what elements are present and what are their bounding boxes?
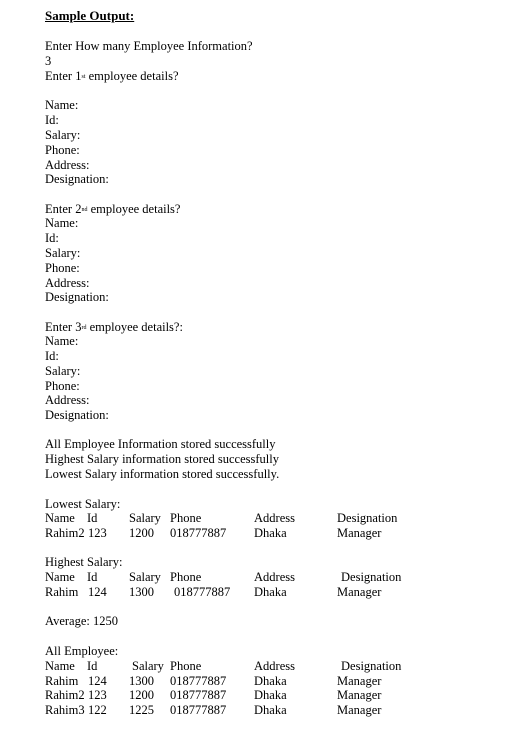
entry-2-id-label: Id: bbox=[45, 231, 59, 245]
entry-3-address-label: Address: bbox=[45, 393, 90, 407]
cell-phone: 018777887 bbox=[170, 703, 227, 717]
entry-1-prompt: Enter 1st employee details? bbox=[45, 69, 179, 83]
all-employee-title: All Employee: bbox=[45, 644, 119, 658]
lowest-salary-title: Lowest Salary: bbox=[45, 497, 121, 511]
cell-address: Dhaka bbox=[254, 703, 287, 717]
column-header-address: Address bbox=[254, 570, 295, 584]
entry-3-salary-label: Salary: bbox=[45, 364, 81, 378]
cell-id: 123 bbox=[88, 526, 107, 540]
entry-2-prompt: Enter 2nd employee details? bbox=[45, 202, 181, 216]
column-header-phone: Phone bbox=[170, 659, 202, 673]
entry-3-prompt: Enter 3rd employee details?: bbox=[45, 320, 183, 334]
average-salary: Average: 1250 bbox=[45, 614, 119, 628]
column-header-address: Address bbox=[254, 659, 295, 673]
cell-designation: Manager bbox=[337, 688, 382, 702]
entry-3-id-label: Id: bbox=[45, 349, 59, 363]
count-input-value: 3 bbox=[45, 54, 52, 68]
cell-name: Rahim2 bbox=[45, 688, 85, 702]
cell-name: Rahim bbox=[45, 674, 79, 688]
cell-designation: Manager bbox=[337, 526, 382, 540]
entry-1-designation-label: Designation: bbox=[45, 172, 109, 186]
cell-name: Rahim2 bbox=[45, 526, 85, 540]
column-header-id: Id bbox=[87, 659, 98, 673]
entry-3-name-label: Name: bbox=[45, 334, 79, 348]
cell-name: Rahim3 bbox=[45, 703, 85, 717]
status-message-lowest: Lowest Salary information stored successfully. bbox=[45, 467, 280, 481]
cell-phone: 018777887 bbox=[170, 674, 227, 688]
cell-phone: 018777887 bbox=[170, 526, 227, 540]
cell-phone: 018777887 bbox=[170, 688, 227, 702]
entry-2-address-label: Address: bbox=[45, 276, 90, 290]
cell-name: Rahim bbox=[45, 585, 79, 599]
cell-salary: 1200 bbox=[129, 688, 154, 702]
cell-address: Dhaka bbox=[254, 585, 287, 599]
entry-2-name-label: Name: bbox=[45, 216, 79, 230]
cell-salary: 1300 bbox=[129, 585, 154, 599]
status-message-highest: Highest Salary information stored successfully bbox=[45, 452, 279, 466]
column-header-phone: Phone bbox=[170, 511, 202, 525]
cell-salary: 1225 bbox=[129, 703, 154, 717]
cell-address: Dhaka bbox=[254, 526, 287, 540]
column-header-phone: Phone bbox=[170, 570, 202, 584]
column-header-salary: Salary bbox=[129, 511, 161, 525]
entry-1-address-label: Address: bbox=[45, 158, 90, 172]
column-header-salary: Salary bbox=[129, 570, 161, 584]
cell-designation: Manager bbox=[337, 703, 382, 717]
column-header-designation: Designation bbox=[341, 659, 402, 673]
column-header-salary: Salary bbox=[132, 659, 164, 673]
column-header-name: Name bbox=[45, 511, 75, 525]
cell-id: 123 bbox=[88, 688, 107, 702]
column-header-designation: Designation bbox=[337, 511, 398, 525]
highest-salary-title: Highest Salary: bbox=[45, 555, 123, 569]
count-prompt: Enter How many Employee Information? bbox=[45, 39, 253, 53]
column-header-name: Name bbox=[45, 570, 75, 584]
entry-1-name-label: Name: bbox=[45, 98, 79, 112]
sample-output-heading: Sample Output: bbox=[45, 8, 135, 23]
cell-address: Dhaka bbox=[254, 688, 287, 702]
column-header-id: Id bbox=[87, 511, 98, 525]
cell-id: 124 bbox=[88, 674, 107, 688]
column-header-name: Name bbox=[45, 659, 75, 673]
entry-2-salary-label: Salary: bbox=[45, 246, 81, 260]
status-message-all: All Employee Information stored successfully bbox=[45, 437, 276, 451]
entry-1-phone-label: Phone: bbox=[45, 143, 80, 157]
entry-3-phone-label: Phone: bbox=[45, 379, 80, 393]
entry-1-id-label: Id: bbox=[45, 113, 59, 127]
cell-designation: Manager bbox=[337, 585, 382, 599]
column-header-designation: Designation bbox=[341, 570, 402, 584]
cell-salary: 1200 bbox=[129, 526, 154, 540]
cell-designation: Manager bbox=[337, 674, 382, 688]
entry-3-designation-label: Designation: bbox=[45, 408, 109, 422]
cell-id: 124 bbox=[88, 585, 107, 599]
entry-2-phone-label: Phone: bbox=[45, 261, 80, 275]
cell-phone: 018777887 bbox=[174, 585, 231, 599]
cell-id: 122 bbox=[88, 703, 107, 717]
cell-address: Dhaka bbox=[254, 674, 287, 688]
entry-2-designation-label: Designation: bbox=[45, 290, 109, 304]
column-header-address: Address bbox=[254, 511, 295, 525]
cell-salary: 1300 bbox=[129, 674, 154, 688]
entry-1-salary-label: Salary: bbox=[45, 128, 81, 142]
column-header-id: Id bbox=[87, 570, 98, 584]
